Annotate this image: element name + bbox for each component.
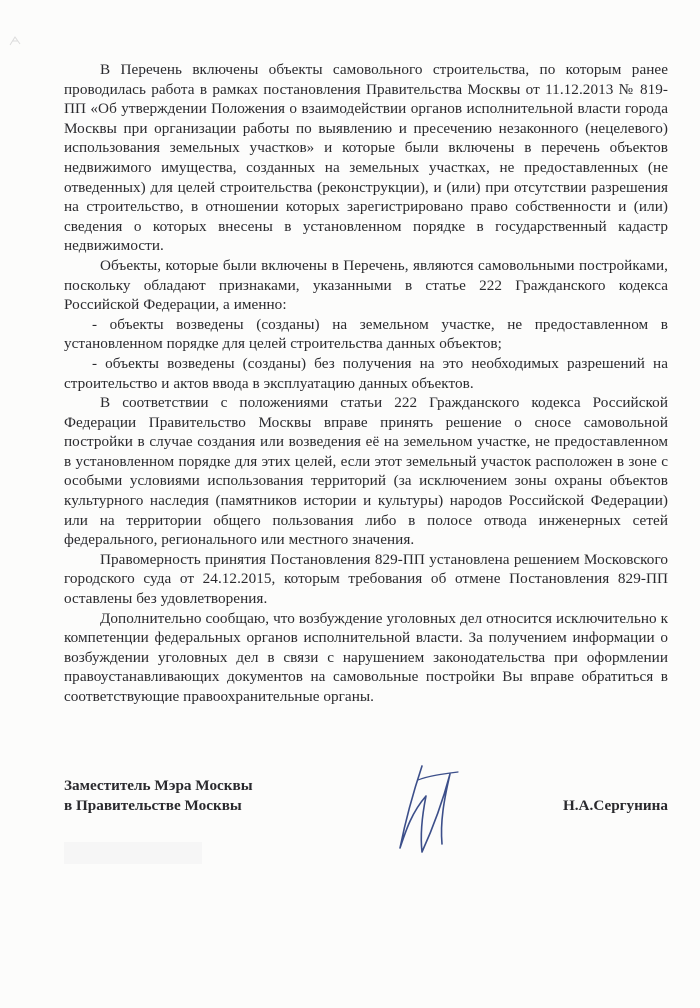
bullet-item-permits: - объекты возведены (созданы) без получения на это необходимых разрешений на строительство и актов ввода в эксплуатацию данных объектов. — [64, 354, 668, 392]
signatory-name: Н.А.Сергунина — [562, 797, 668, 814]
letter-body — [64, 60, 668, 707]
signatory-position-line2: в Правительстве Москвы — [64, 797, 242, 814]
handwritten-signature — [392, 760, 472, 856]
signature-block — [64, 776, 668, 836]
paragraph-snos: В соответствии с положениями статьи 222 Гражданского кодекса Российской Федерации Правительство Москвы вправе принять решение о сносе самовольной постройки в случае создания или возведения её на земельном участке, не предоставленном в установленном порядке для этих целей, если этот земельный участок расположен в зоне с особыми условиями использования территорий (за исключением зоны охраны объектов культурного наследия (памятников истории и культуры) народов Российской Федерации) или на территории общего пользования либо в полосе отвода инженерных сетей федерального, регионального или местного значения. — [64, 394, 668, 549]
signatory-position — [64, 776, 324, 816]
signatory-position-line1: Заместитель Мэра Москвы — [64, 777, 253, 794]
bullet-item-land: - объекты возведены (созданы) на земельном участке, не предоставленном в установленном порядке для целей строительства данных объектов; — [64, 315, 668, 353]
paragraph-samovolnye: Объекты, которые были включены в Перечень, являются самовольными постройками, поскольку обладают признаками, указанными в статье 222 Гражданского кодекса Российской Федерации, а именно: — [64, 256, 668, 314]
scan-artifact-mark — [8, 34, 22, 48]
redacted-area — [64, 842, 202, 864]
paragraph-ugolovnye-dela: Дополнительно сообщаю, что возбуждение уголовных дел относится исключительно к компетенции федеральных органов исполнительной власти. За получением информации о возбуждении уголовных дел в связи с нарушением законодательства при оформлении правоустанавливающих документов на самовольные постройки Вы вправе обратиться в соответствующие правоохранительные органы. — [64, 609, 668, 705]
paragraph-perechen: В Перечень включены объекты самовольного строительства, по которым ранее проводилась работа в рамках постановления Правительства Москвы от 11.12.2013 № 819-ПП «Об утверждении Положения о взаимодействии органов исполнительной власти города Москвы при организации работы по выявлению и пресечению незаконного (нецелевого) использования земельных участков» и которые были включены в перечень объектов недвижимого имущества, созданных на земельных участках, не предоставленных (не отведенных) для целей строительства (реконструкции), и (или) при отсутствии разрешения на строительство, в отношении которых зарегистрировано право собственности и (или) сведения о которых внесены в установленном порядке в государственный кадастр недвижимости. — [64, 61, 668, 255]
paragraph-pravomernost: Правомерность принятия Постановления 829-ПП установлена решением Московского городского суда от 24.12.2015, которым требования об отмене Постановления 829-ПП оставлены без удовлетворения. — [64, 550, 668, 608]
